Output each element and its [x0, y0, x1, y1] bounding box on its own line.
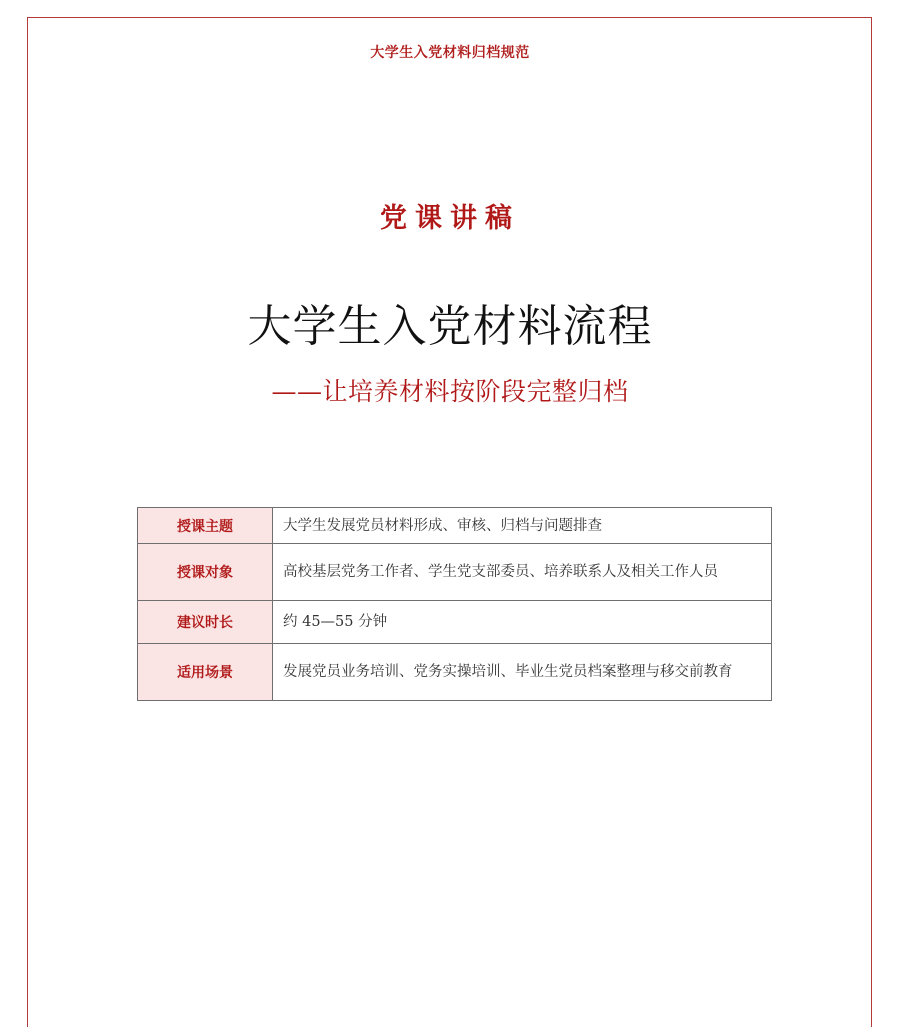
row-value-duration: 约 45—55 分钟: [273, 601, 772, 644]
table-row: [138, 601, 772, 644]
row-label-scenario: 适用场景: [138, 644, 273, 701]
table-row: [138, 644, 772, 701]
row-value-audience: 高校基层党务工作者、学生党支部委员、培养联系人及相关工作人员: [273, 544, 772, 601]
running-header: 大学生入党材料归档规范: [370, 45, 530, 61]
row-label-audience: 授课对象: [138, 544, 273, 601]
row-value-scenario: 发展党员业务培训、党务实操培训、毕业生党员档案整理与移交前教育: [273, 644, 772, 701]
page-subtitle: ——让培养材料按阶段完整归档: [271, 377, 629, 406]
table-row: [138, 544, 772, 601]
document-type-heading: 党课讲稿: [380, 203, 520, 234]
table-row: [138, 508, 772, 544]
row-label-duration: 建议时长: [138, 601, 273, 644]
row-label-topic: 授课主题: [138, 508, 273, 544]
row-value-topic: 大学生发展党员材料形成、审核、归档与问题排查: [273, 508, 772, 544]
page-title: 大学生入党材料流程: [247, 301, 653, 352]
course-info-table: [137, 507, 772, 701]
